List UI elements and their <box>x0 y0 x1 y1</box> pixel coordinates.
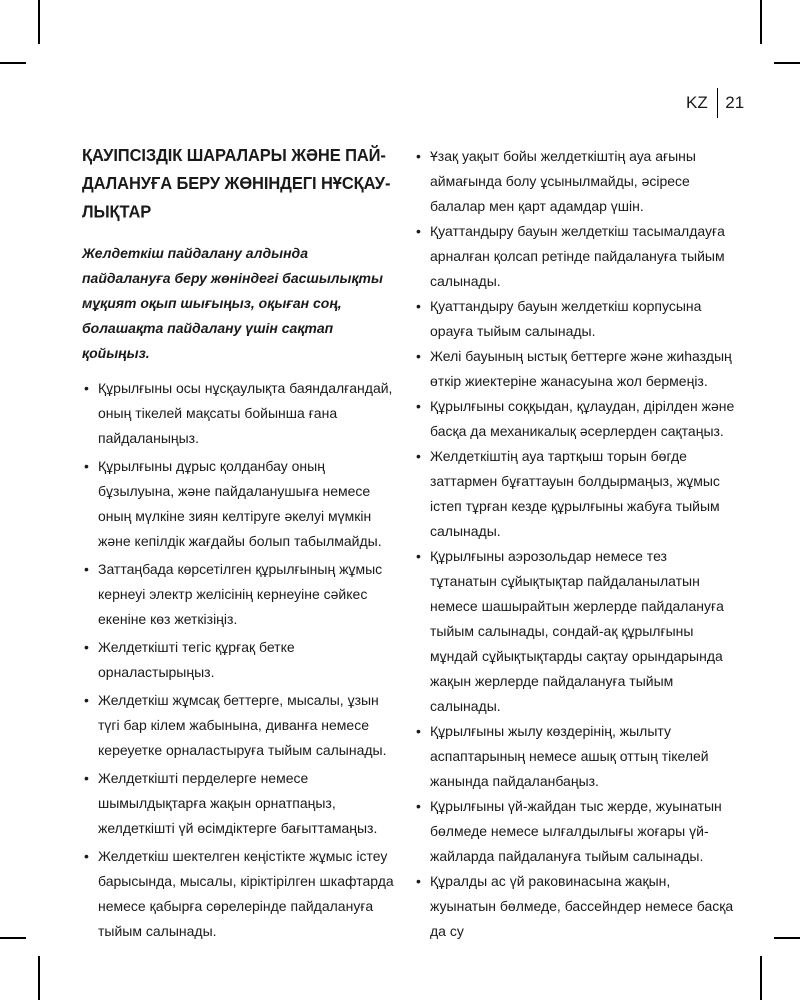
list-item: • Ұзақ уақыт бойы желдеткіштің ауа ағыны аймағында болу ұсынылмайды, әсіресе балалар мен қарт адамдар үшін. <box>414 144 736 219</box>
list-item: • Құрылғыны соққыдан, құлаудан, дірілден және басқа да механикалық әсерлерден сақтаңыз. <box>414 394 736 444</box>
list-item: • Желдеткіш жұмсақ беттерге, мысалы, ұзын түгі бар кілем жабынына, диванға немесе кереуетке орналастыруға тыйым салынады. <box>82 688 400 763</box>
crop-mark <box>0 937 26 939</box>
crop-mark <box>38 0 40 44</box>
intro-paragraph: Желдеткіш пайдалану алдында пайдалануға беру жөніндегі басшылықты мұқият оқып шығыңыз, оқыған соң, болашақта пайдалану үшін сақтап қойыңыз. <box>82 245 383 361</box>
safety-list-left <box>82 376 400 944</box>
list-item: • Желдеткішті тегіс құрғақ бетке орналастырыңыз. <box>82 635 400 685</box>
crop-mark <box>760 956 762 1000</box>
safety-list-right <box>414 144 736 944</box>
section-title: ҚАУІПСІЗДІК ШАРАЛАРЫ ЖӘНЕ ПАЙ-ДАЛАНУҒА БЕРУ ЖӨНІНДЕГІ НҰСҚАУ-ЛЫҚТАР <box>82 146 391 222</box>
list-item: • Құрылғыны үй-жайдан тыс жерде, жуынатын бөлмеде немесе ылғалдылығы жоғары үй-жайларда пайдалануға тыйым салынады. <box>414 794 736 869</box>
list-item: • Құрылғыны дұрыс қолданбау оның бұзылуына, және пайдаланушыға немесе оның мүлкіне зиян келтіруге әкелуі мүмкін және кепілдік жағдайы болып табылмайды. <box>82 454 400 554</box>
header-divider <box>717 88 719 118</box>
list-item: • Желдеткіш шектелген кеңістікте жұмыс істеу барысында, мысалы, кіріктірілген шкафтарда немесе қабырға сөрелерінде пайдалануға тыйым салынады. <box>82 844 400 944</box>
crop-mark <box>760 0 762 44</box>
list-item: • Заттаңбада көрсетілген құрылғының жұмыс кернеуі электр желісінің кернеуіне сәйкес екеніне көз жеткізіңіз. <box>82 557 400 632</box>
list-item: • Желдеткішті перделерге немесе шымылдықтарға жақын орнатпаңыз, желдеткішті үй өсімдіктерге бағыттамаңыз. <box>82 766 400 841</box>
page-header <box>686 88 744 118</box>
list-item: • Құрылғыны аэрозольдар немесе тез тұтанатын сұйықтықтар пайдаланылатын немесе шашырайтын жерлерде пайдалануға тыйым салынады, сондай-ақ құрылғыны мұндай сұйықтықтарды сақтау орындарында жақын жерлерде пайдалануға тыйым салынады. <box>414 544 736 719</box>
list-item: • Қуаттандыру бауын желдеткіш тасымалдауға арналған қолсап ретінде пайдалануға тыйым салынады. <box>414 219 736 294</box>
list-item: • Желдеткіштің ауа тартқыш торын бөгде заттармен бұғаттауын болдырмаңыз, жұмыс істеп тұрған кезде құрылғыны жабуға тыйым салынады. <box>414 444 736 544</box>
list-item: • Қуаттандыру бауын желдеткіш корпусына орауға тыйым салынады. <box>414 294 736 344</box>
list-item: • Құралды ас үй раковинасына жақын, жуынатын бөлмеде, бассейндер немесе басқа да су <box>414 869 736 944</box>
crop-mark <box>0 62 26 64</box>
right-column <box>414 144 736 944</box>
left-column <box>82 144 400 947</box>
crop-mark <box>774 937 800 939</box>
crop-mark <box>38 956 40 1000</box>
list-item: • Желі бауының ыстық беттерге және жиһаздың өткір жиектеріне жанасуына жол бермеңіз. <box>414 344 736 394</box>
page-number: 21 <box>725 93 745 112</box>
language-code: KZ <box>686 93 708 112</box>
crop-mark <box>774 62 800 64</box>
list-item: • Құрылғыны жылу көздерінің, жылыту аспаптарының немесе ашық оттың тікелей жанында пайдаланбаңыз. <box>414 719 736 794</box>
list-item: • Құрылғыны осы нұсқаулықта баяндалғандай, оның тікелей мақсаты бойынша ғана пайдаланыңыз. <box>82 376 400 451</box>
